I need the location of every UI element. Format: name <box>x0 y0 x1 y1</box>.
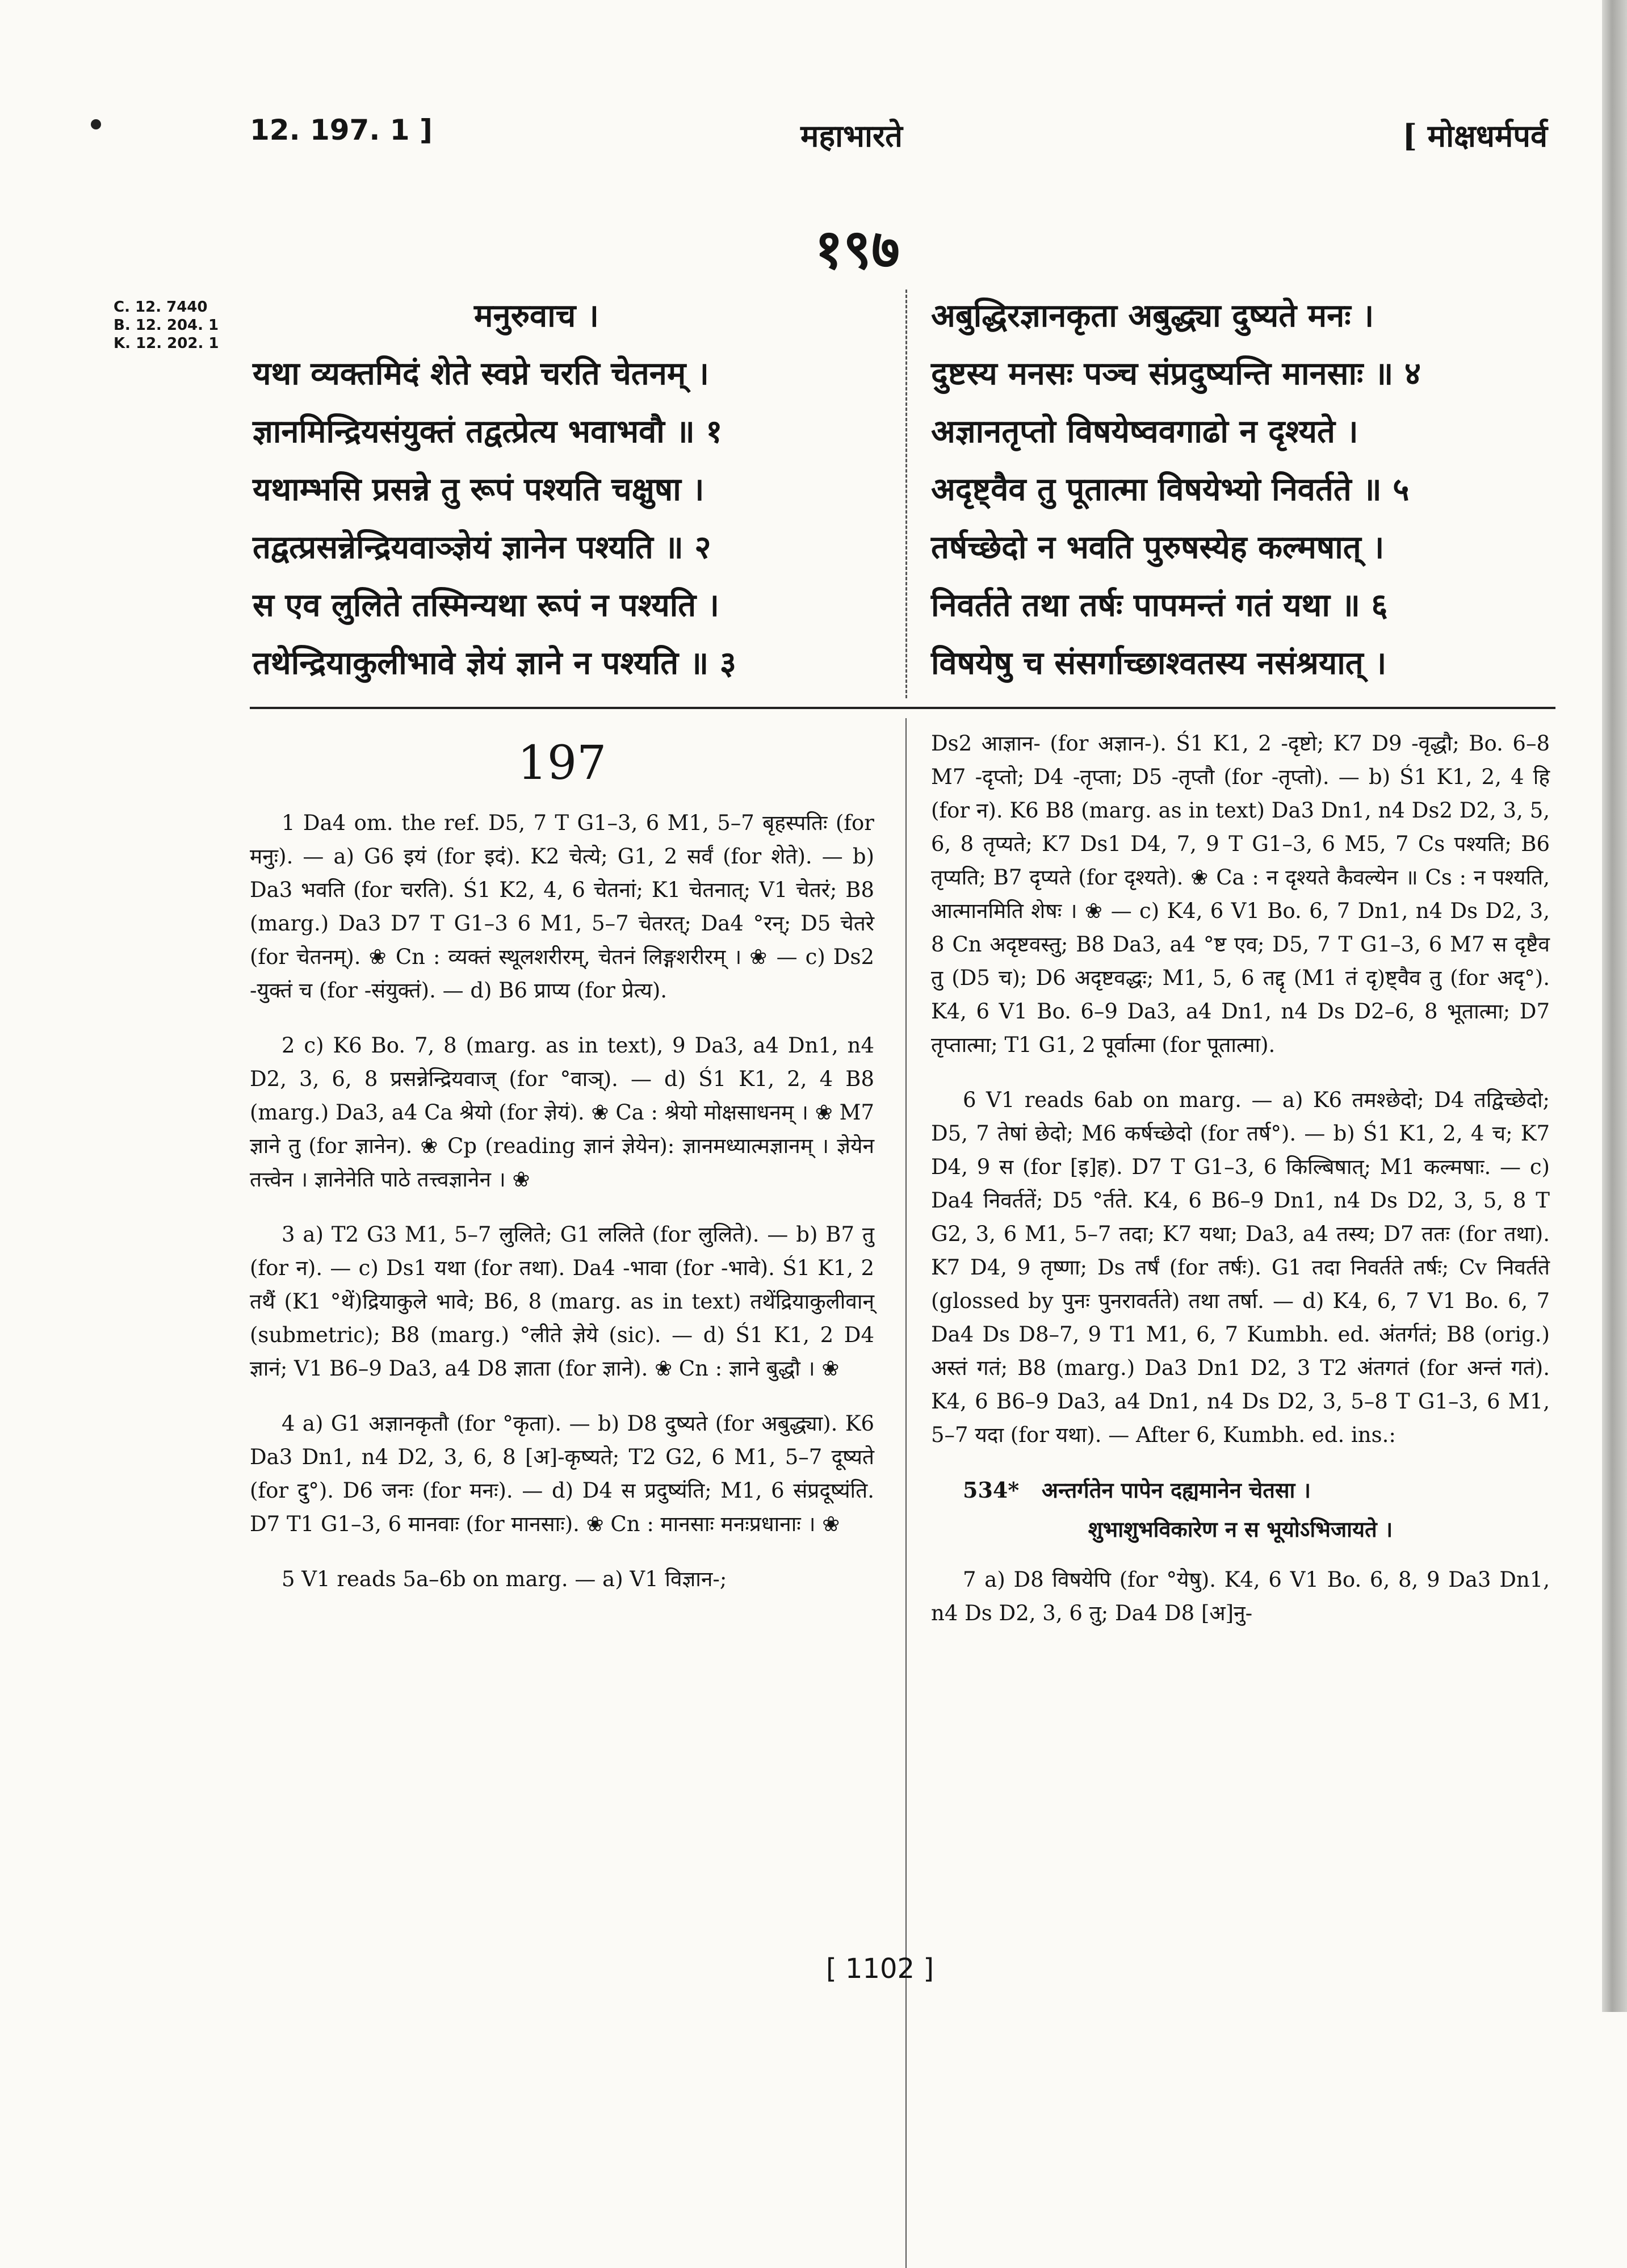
insertion-number: 534* <box>963 1477 1020 1503</box>
ink-dot <box>91 119 101 129</box>
verse-column-left <box>253 287 820 692</box>
concordance-calcutta: C. 12. 7440 <box>114 299 208 316</box>
apparatus-rule <box>250 707 1555 709</box>
apparatus-note: Ds2 आज्ञान- (for अज्ञान-). Ś1 K1, 2 -दृष्टो; K7 D9 -वृद्धौ; Bo. 6–8 M7 -दृप्तो; D4 -तृप्ता; D5 -तृप्तौ (for -तृप्तो). — b) Ś1 K1, 2, 4 हि (for न). K6 B8 (marg. as in text) Da3 Dn1, n4 Ds2 D2, 3, 5, 6, 8 तृप्यते; K7 Ds1 D4, 7, 9 T G1–3, 6 M5, 7 Cs पश्यति; B6 तृप्यति; B7 दृप्यते (for दृश्यते). ❀ Ca : न दृश्यते कैवल्येन ॥ Cs : न पश्यति, आत्मानमिति शेषः । ❀ — c) K4, 6 V1 Bo. 6, 7 Dn1, n4 Ds D2, 3, 8 Cn अदृष्टवस्तु; B8 Da3, a4 °ष्ट एव; D5, 7 T G1–3, 6 M7 स दृष्टैव तु (D5 च); D6 अदृष्टवद्धः; M1, 5, 6 तद्दृ (M1 तं दृ)ष्ट्वैव तु (for अदृ°). K4, 6 V1 Bo. 6–9 Da3, a4 Dn1, n4 Ds D2–6, 8 भूतात्मा; D7 तृप्तात्मा; T1 G1, 2 पूर्वात्मा (for पूतात्मा). <box>931 731 1550 1057</box>
apparatus-column-right <box>931 727 1550 1651</box>
apparatus-note: 7 a) D8 विषयेपि (for °येषु). K4, 6 V1 Bo. 6, 8, 9 Da3 Dn1, n4 Ds D2, 3, 6 तु; Da4 D8 [अ]नु- <box>931 1567 1550 1625</box>
verse-line: ज्ञानमिन्द्रियसंयुक्तं तद्वत्प्रेत्य भवाभवौ ॥ १ <box>253 413 723 450</box>
verse-line: स एव लुलिते तस्मिन्यथा रूपं न पश्यति । <box>253 586 719 624</box>
apparatus-note: 1 Da4 om. the ref. D5, 7 T G1–3, 6 M1, 5–7 बृहस्पतिः (for मनुः). — a) G6 इयं (for इदं). K2 चेत्ये; G1, 2 सर्वं (for शेते). — b) Da3 भवति (for चरति). Ś1 K2, 4, 6 चेतनां; K1 चेतनात्; V1 चेतरं; B8 (marg.) Da3 D7 T G1–3 6 M1, 5–7 चेतरत्; Da4 °रन्; D5 चेतरे (for चेतनम्). ❀ Cn : व्यक्तं स्थूलशरीरम्, चेतनं लिङ्गशरीरम् । ❀ — c) Ds2 -युक्तं च (for -संयुक्तं). — d) B6 प्राप्य (for प्रेत्य). <box>250 811 874 1003</box>
verse-column-right <box>931 287 1527 692</box>
verse-line: निवर्तते तथा तर्षः पापमन्तं गतं यथा ॥ ६ <box>931 586 1388 624</box>
insertion-line: अन्तर्गतेन पापेन दह्यमानेन चेतसा । <box>1041 1477 1311 1503</box>
apparatus-note: 5 V1 reads 5a–6b on marg. — a) V1 विज्ञान-; <box>282 1567 727 1591</box>
insertion-line: शुभाशुभविकारेण न स भूयोऽभिजायते । <box>1088 1516 1393 1542</box>
verse-line: अज्ञानतृप्तो विषयेष्ववगाढो न दृश्यते । <box>931 413 1358 450</box>
apparatus-column-divider <box>905 718 907 2268</box>
apparatus-note: 6 V1 reads 6ab on marg. — a) K6 तमश्छेदो; D4 तद्विच्छेदो; D5, 7 तेषां छेदो; M6 कर्षच्छेदो (for तर्ष°). — b) Ś1 K1, 2, 4 च; K7 D4, 9 स (for [इ]ह). D7 T G1–3, 6 किल्बिषात्; M1 कल्मषाः. — c) Da4 निवर्ततें; D5 °र्तते. K4, 6 B6–9 Dn1, n4 Ds D2, 3, 5, 8 T G2, 3, 6 M1, 5–7 तदा; K7 यथा; Da3, a4 तस्य; D7 ततः (for तथा). K7 D4, 9 तृष्णा; Ds तर्षं (for तर्षः). G1 तदा निवर्तते तर्षः; Cv निवर्तते (glossed by पुनः पुनरावर्तते) तथा तर्षा. — d) K4, 6, 7 V1 Bo. 6, 7 Da4 Ds D8–7, 9 T1 M1, 6, 7 Kumbh. ed. अंतर्गतं; B8 (orig.) अस्तं गतं; B8 (marg.) Da3 Dn1 D2, 3 T2 अंतगतं (for अन्तं गतं). K4, 6 B6–9 Da3, a4 Dn1, n4 Ds D2, 3, 5–8 T G1–3, 6 M1, 5–7 यदा (for यथा). — After 6, Kumbh. ed. ins.: <box>931 1088 1550 1447</box>
page-number: [ 1102 ] <box>825 1953 934 1985</box>
verse-line: दुष्टस्य मनसः पञ्च संप्रदुष्यन्ति मानसाः ॥ ४ <box>931 355 1421 392</box>
running-head-parvan: [ मोक्षधर्मपर्व <box>1402 118 1548 154</box>
section-number: 197 <box>517 736 607 790</box>
apparatus-note: 2 c) K6 Bo. 7, 8 (marg. as in text), 9 Da3, a4 Dn1, n4 D2, 3, 6, 8 प्रसन्नेन्द्रियवाज् (for °वाञ्). — d) Ś1 K1, 2, 4 B8 (marg.) Da3, a4 Ca श्रेयो (for ज्ञेयं). ❀ Ca : श्रेयो मोक्षसाधनम् । ❀ M7 ज्ञाने तु (for ज्ञानेन). ❀ Cp (reading ज्ञानं ज्ञेयेन): ज्ञानमध्यात्मज्ञानम् । ज्ञेयेन तत्त्वेन । ज्ञानेनेति पाठे तत्त्वज्ञानेन । ❀ <box>250 1033 874 1192</box>
verse-line: अदृष्ट्वैव तु पूतात्मा विषयेभ्यो निवर्तते ॥ ५ <box>931 471 1410 508</box>
page-edge-shadow <box>1602 0 1627 2012</box>
verse-line: विषयेषु च संसर्गाच्छाश्वतस्य नसंश्रयात् । <box>931 644 1387 682</box>
running-head-reference: 12. 197. 1 ] <box>250 114 433 146</box>
speaker-line: मनुरुवाच । <box>474 297 599 334</box>
verse-line: यथाम्भसि प्रसन्ने तु रूपं पश्यति चक्षुषा । <box>253 471 705 508</box>
apparatus-note: 3 a) T2 G3 M1, 5–7 लुलिते; G1 ललिते (for लुलिते). — b) B7 तु (for न). — c) Ds1 यथा (for तथा). Da4 -भावा (for -भावे). Ś1 K1, 2 तथैं (K1 °थें)द्रियाकुले भावे; B6, 8 (marg. as in text) तथेंद्रियाकुलीवान् (submetric); B8 (marg.) °लीते ज्ञेये (sic). — d) Ś1 K1, 2 D4 ज्ञानं; V1 B6–9 Da3, a4 D8 ज्ञाता (for ज्ञाने). ❀ Cn : ज्ञाने बुद्धौ । ❀ <box>250 1222 874 1381</box>
concordance <box>114 298 219 353</box>
insertion-passage <box>931 1473 1550 1507</box>
verse-line: तर्षच्छेदो न भवति पुरुषस्येह कल्मषात् । <box>931 529 1385 566</box>
apparatus-note: 4 a) G1 अज्ञानकृतौ (for °कृता). — b) D8 दुष्यते (for अबुद्ध्या). K6 Da3 Dn1, n4 D2, 3, 6, 8 [अ]-कृष्यते; T2 G2, 6 M1, 5–7 दूष्यते (for दु°). D6 जनः (for मनः). — d) D4 स प्रदुष्यंति; M1, 6 संप्रदूष्यंति. D7 T1 G1–3, 6 मानवाः (for मानसाः). ❀ Cn : मानसाः मनःप्रधानाः । ❀ <box>250 1411 874 1536</box>
adhyaya-number: १९७ <box>815 217 900 281</box>
concordance-kumbhakonam: K. 12. 202. 1 <box>114 335 219 352</box>
concordance-bombay: B. 12. 204. 1 <box>114 317 219 334</box>
apparatus-column-left <box>250 727 874 1617</box>
verse-line: अबुद्धिरज्ञानकृता अबुद्ध्या दुष्यते मनः । <box>931 297 1374 334</box>
verse-column-divider <box>905 290 907 698</box>
verse-line: यथा व्यक्तमिदं शेते स्वप्ने चरति चेतनम् । <box>253 355 709 392</box>
verse-line: तद्वत्प्रसन्नेन्द्रियवाञ्ज्ञेयं ज्ञानेन पश्यति ॥ २ <box>253 529 711 566</box>
verse-line: तथेन्द्रियाकुलीभावे ज्ञेयं ज्ञाने न पश्यति ॥ ३ <box>253 644 736 682</box>
running-head-title: महाभारते <box>800 118 903 154</box>
